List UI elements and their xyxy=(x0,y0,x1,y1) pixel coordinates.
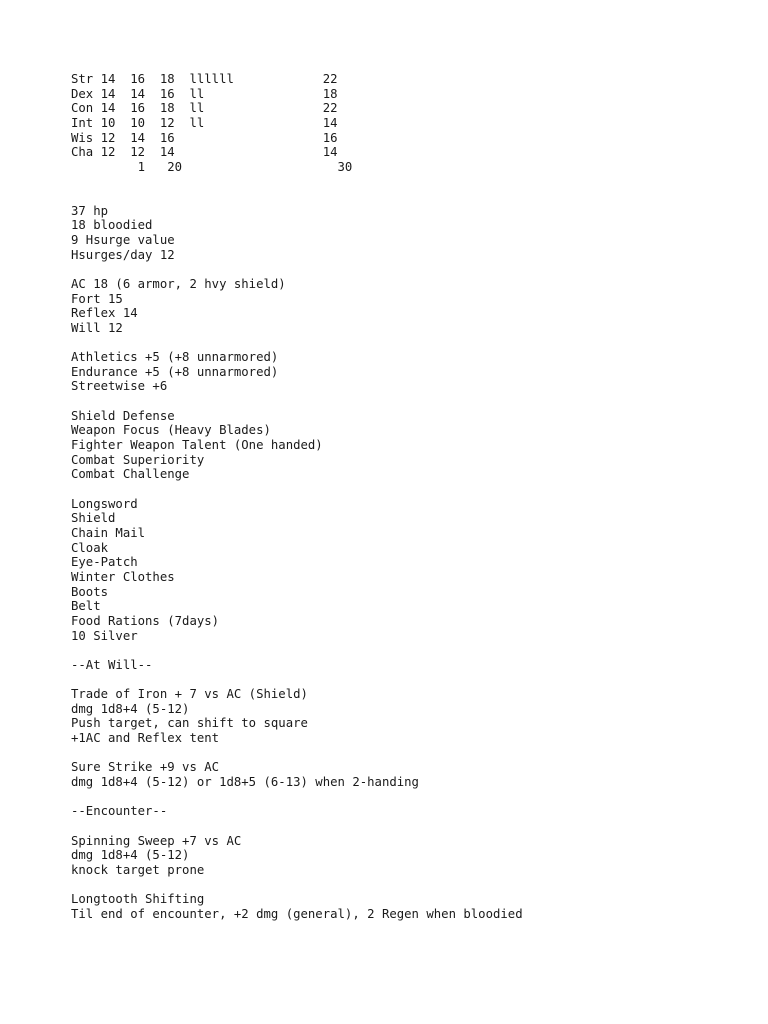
ability-row-cha: Cha 12 12 14 14 xyxy=(71,145,338,160)
power-trade-of-iron xyxy=(71,687,751,746)
power-line: Trade of Iron + 7 vs AC (Shield) xyxy=(71,687,308,702)
power-line: dmg 1d8+4 (5-12) xyxy=(71,848,190,863)
hp-line: 18 bloodied xyxy=(71,218,153,233)
equipment-line: Winter Clothes xyxy=(71,569,175,584)
ability-row-int: Int 10 10 12 ll 14 xyxy=(71,115,338,130)
feat-line: Combat Superiority xyxy=(71,452,205,467)
ability-row-dex: Dex 14 14 16 ll 18 xyxy=(71,86,338,101)
defense-line: Fort 15 xyxy=(71,291,123,306)
equipment-line: Chain Mail xyxy=(71,525,146,540)
skill-line: Athletics +5 (+8 unnarmored) xyxy=(71,350,279,365)
defense-line: Reflex 14 xyxy=(71,306,138,321)
section-header-at-will: --At Will-- xyxy=(71,657,153,672)
ability-row-str: Str 14 16 18 llllll 22 xyxy=(71,72,338,86)
feat-line: Shield Defense xyxy=(71,408,175,423)
equipment-line: Food Rations (7days) xyxy=(71,613,220,628)
power-spinning-sweep xyxy=(71,834,751,878)
hit-points-section xyxy=(71,204,751,263)
power-line: dmg 1d8+4 (5-12) or 1d8+5 (6-13) when 2-handing xyxy=(71,775,419,790)
power-line: Longtooth Shifting xyxy=(71,892,205,907)
equipment-line: Shield xyxy=(71,511,116,526)
defense-line: Will 12 xyxy=(71,320,123,335)
feat-line: Fighter Weapon Talent (One handed) xyxy=(71,438,323,453)
encounter-section xyxy=(71,804,751,921)
power-line: Spinning Sweep +7 vs AC xyxy=(71,833,242,848)
equipment-line: Longsword xyxy=(71,496,138,511)
power-sure-strike xyxy=(71,760,751,789)
character-sheet xyxy=(71,72,751,922)
equipment-line: Cloak xyxy=(71,540,109,555)
skill-line: Endurance +5 (+8 unnarmored) xyxy=(71,364,279,379)
equipment-line: Boots xyxy=(71,584,109,599)
hp-line: 37 hp xyxy=(71,203,109,218)
equipment-line: 10 Silver xyxy=(71,628,138,643)
power-line: Push target, can shift to square xyxy=(71,716,308,731)
skill-line: Streetwise +6 xyxy=(71,379,168,394)
power-line: Til end of encounter, +2 dmg (general), 2 Regen when bloodied xyxy=(71,906,523,921)
hp-line: Hsurges/day 12 xyxy=(71,247,175,262)
ability-score-table xyxy=(71,72,751,175)
feat-line: Weapon Focus (Heavy Blades) xyxy=(71,423,271,438)
section-header-encounter: --Encounter-- xyxy=(71,804,168,819)
hp-line: 9 Hsurge value xyxy=(71,232,175,247)
power-line: Sure Strike +9 vs AC xyxy=(71,760,220,775)
defenses-section xyxy=(71,277,751,336)
ability-row-con: Con 14 16 18 ll 22 xyxy=(71,101,338,116)
equipment-line: Belt xyxy=(71,599,101,614)
equipment-section xyxy=(71,497,751,644)
at-will-section xyxy=(71,658,751,790)
ability-row-wis: Wis 12 14 16 16 xyxy=(71,130,338,145)
equipment-line: Eye-Patch xyxy=(71,555,138,570)
feat-line: Combat Challenge xyxy=(71,467,190,482)
power-longtooth-shifting xyxy=(71,892,751,921)
feats-section xyxy=(71,409,751,482)
power-line: dmg 1d8+4 (5-12) xyxy=(71,701,190,716)
ability-level-row: 1 20 30 xyxy=(71,159,353,174)
power-line: +1AC and Reflex tent xyxy=(71,731,220,746)
skills-section xyxy=(71,350,751,394)
power-line: knock target prone xyxy=(71,862,205,877)
defense-line: AC 18 (6 armor, 2 hvy shield) xyxy=(71,276,286,291)
